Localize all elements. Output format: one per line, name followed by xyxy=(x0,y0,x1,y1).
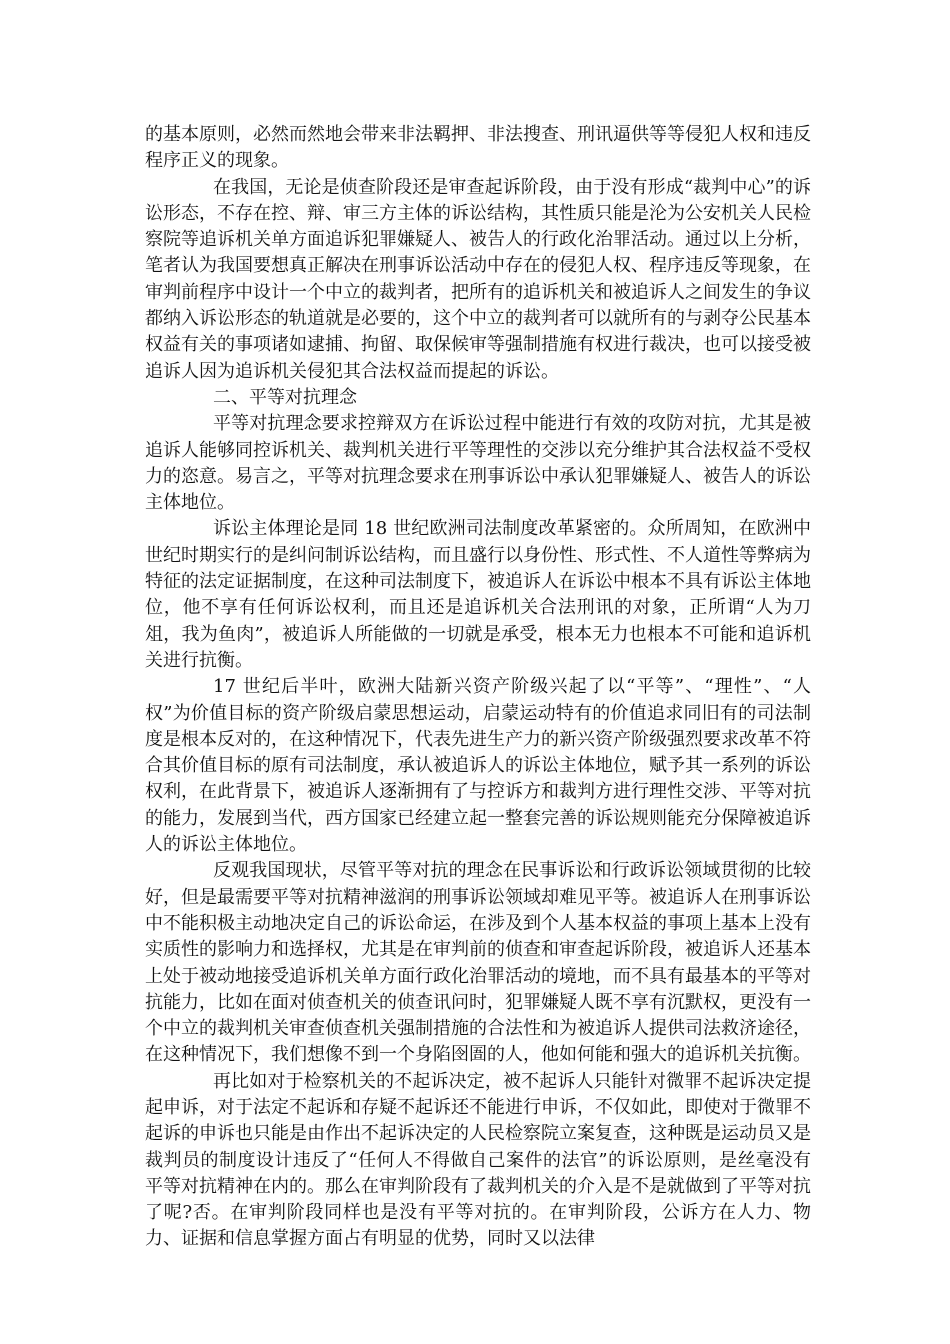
paragraph-non-prosecution: 再比如对于检察机关的不起诉决定，被不起诉人只能针对微罪不起诉决定提起申诉，对于法定不起诉和存疑不起诉还不能进行申诉，不仅如此，即使对于微罪不起诉的申诉也只能是由作出不起诉决定的人民检察院立案复查，这种既是运动员又是裁判员的制度设计违反了“任何人不得做自己案件的法官”的诉讼原则，是丝毫没有平等对抗精神在内的。那么在审判阶段有了裁判机关的介入是不是就做到了平等对抗了呢?否。在审判阶段同样也是没有平等对抗的。在审判阶段，公诉方在人力、物力、证据和信息掌握方面占有明显的优势，同时又以法律 xyxy=(145,1070,811,1250)
paragraph-enlightenment: 17 世纪后半叶，欧洲大陆新兴资产阶级兴起了以“平等”、“理性”、“人权”为价值目标的资产阶级启蒙思想运动，启蒙运动特有的价值追求同旧有的司法制度是根本反对的，在这种情况下，代表先进生产力的新兴资产阶级强烈要求改革不符合其价值目标的原有司法制度，承认被追诉人的诉讼主体地位，赋予其一系列的诉讼权利，在此背景下，被追诉人逐渐拥有了与控诉方和裁判方进行理性交涉、平等对抗的能力，发展到当代，西方国家已经建立起一整套完善的诉讼规则能充分保障被追诉人的诉讼主体地位。 xyxy=(145,676,811,856)
document-page xyxy=(145,122,811,1253)
paragraph-continuation: 的基本原则，必然而然地会带来非法羁押、非法搜查、刑讯逼供等等侵犯人权和违反程序正义的现象。 xyxy=(145,124,811,172)
paragraph-litigation-subject: 诉讼主体理论是同 18 世纪欧洲司法制度改革紧密的。众所周知，在欧洲中世纪时期实行的是纠问制诉讼结构，而且盛行以身份性、形式性、不人道性等弊病为特征的法定证据制度，在这种司法制度下，被追诉人在诉讼中根本不具有诉讼主体地位，他不享有任何诉讼权利，而且还是追诉机关合法刑讯的对象，正所谓“人为刀俎，我为鱼肉”，被追诉人所能做的一切就是承受，根本无力也根本不可能和追诉机关进行抗衡。 xyxy=(145,518,811,671)
paragraph-trial-center: 在我国，无论是侦查阶段还是审查起诉阶段，由于没有形成“裁判中心”的诉讼形态，不存在控、辩、审三方主体的诉讼结构，其性质只能是沦为公安机关人民检察院等追诉机关单方面追诉犯罪嫌疑人、被告人的行政化治罪活动。通过以上分析，笔者认为我国要想真正解决在刑事诉讼活动中存在的侵犯人权、程序违反等现象，在审判前程序中设计一个中立的裁判者，把所有的追诉机关和被追诉人之间发生的争议都纳入诉讼形态的轨道就是必要的，这个中立的裁判者可以就所有的与剥夺公民基本权益有关的事项诸如逮捕、拘留、取保候审等强制措施有权进行裁决，也可以接受被追诉人因为追诉机关侵犯其合法权益而提起的诉讼。 xyxy=(145,176,811,382)
paragraph-equal-confrontation: 平等对抗理念要求控辩双方在诉讼过程中能进行有效的攻防对抗，尤其是被追诉人能够同控诉机关、裁判机关进行平等理性的交涉以充分维护其合法权益不受权力的恣意。易言之，平等对抗理念要求在刑事诉讼中承认犯罪嫌疑人、被告人的诉讼主体地位。 xyxy=(145,413,811,514)
section-heading: 二、平等对抗理念 xyxy=(213,386,357,408)
paragraph-current-situation: 反观我国现状，尽管平等对抗的理念在民事诉讼和行政诉讼领域贯彻的比较好，但是最需要平等对抗精神滋润的刑事诉讼领域却难见平等。被追诉人在刑事诉讼中不能积极主动地决定自己的诉讼命运，在涉及到个人基本权益的事项上基本上没有实质性的影响力和选择权，尤其是在审判前的侦查和审查起诉阶段，被追诉人还基本上处于被动地接受追诉机关单方面行政化治罪活动的境地，而不具有最基本的平等对抗能力，比如在面对侦查机关的侦查讯问时，犯罪嫌疑人既不享有沉默权，更没有一个中立的裁判机关审查侦查机关强制措施的合法性和为被追诉人提供司法救济途径，在这种情况下，我们想像不到一个身陷囹圄的人，他如何能和强大的追诉机关抗衡。 xyxy=(145,860,811,1066)
